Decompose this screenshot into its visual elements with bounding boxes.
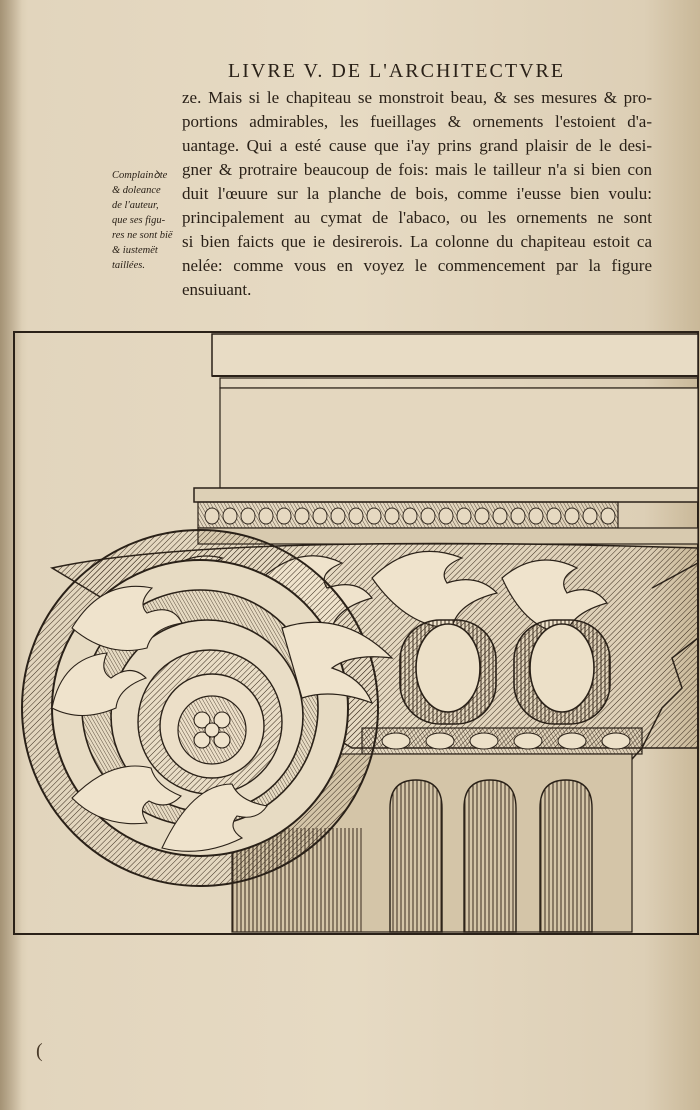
body-line: si bien faicts que ie desirerois. La colonne du chapiteau estoit ca — [182, 232, 652, 251]
margin-note-line: Complainꝺte — [112, 170, 168, 181]
running-head: LIVRE V. DE L'ARCHITECTVRE — [228, 60, 566, 82]
margin-note-line: & iustemët — [112, 245, 158, 256]
margin-note-line: taillées. — [112, 260, 145, 271]
body-line: duit l'œuure sur la planche de bois, comme i'eusse bien voulu: — [182, 184, 652, 203]
margin-note-line: res ne sont bië — [112, 230, 173, 241]
margin-note — [112, 168, 182, 273]
margin-note-line: que ses figu- — [112, 215, 166, 226]
body-line: ensuiuant. — [182, 280, 252, 299]
body-line: gner & protraire beaucoup de fois: mais le tailleur n'a si bien con — [182, 160, 652, 179]
body-paragraph — [182, 86, 652, 302]
body-line: nelée: comme vous en voyez le commencement par la figure — [182, 256, 652, 275]
ornament-band — [198, 502, 698, 544]
body-line: uantage. Qui a esté cause que i'ay prins grand plaisir de le desi- — [182, 136, 652, 155]
body-line: ze. Mais si le chapiteau se monstroit beau, & ses mesures & pro- — [182, 88, 652, 107]
margin-note-line: & doleance — [112, 185, 161, 196]
page-mark: ( — [36, 1040, 43, 1062]
margin-note-line: de l'auteur, — [112, 200, 159, 211]
abacus — [194, 334, 698, 502]
body-line: principalement au cymat de l'abaco, ou les ornements ne sont — [182, 208, 652, 227]
body-line: portions admirables, les fueillages & ornements l'estoient d'a- — [182, 112, 652, 131]
ionic-capital-woodcut — [12, 328, 700, 940]
